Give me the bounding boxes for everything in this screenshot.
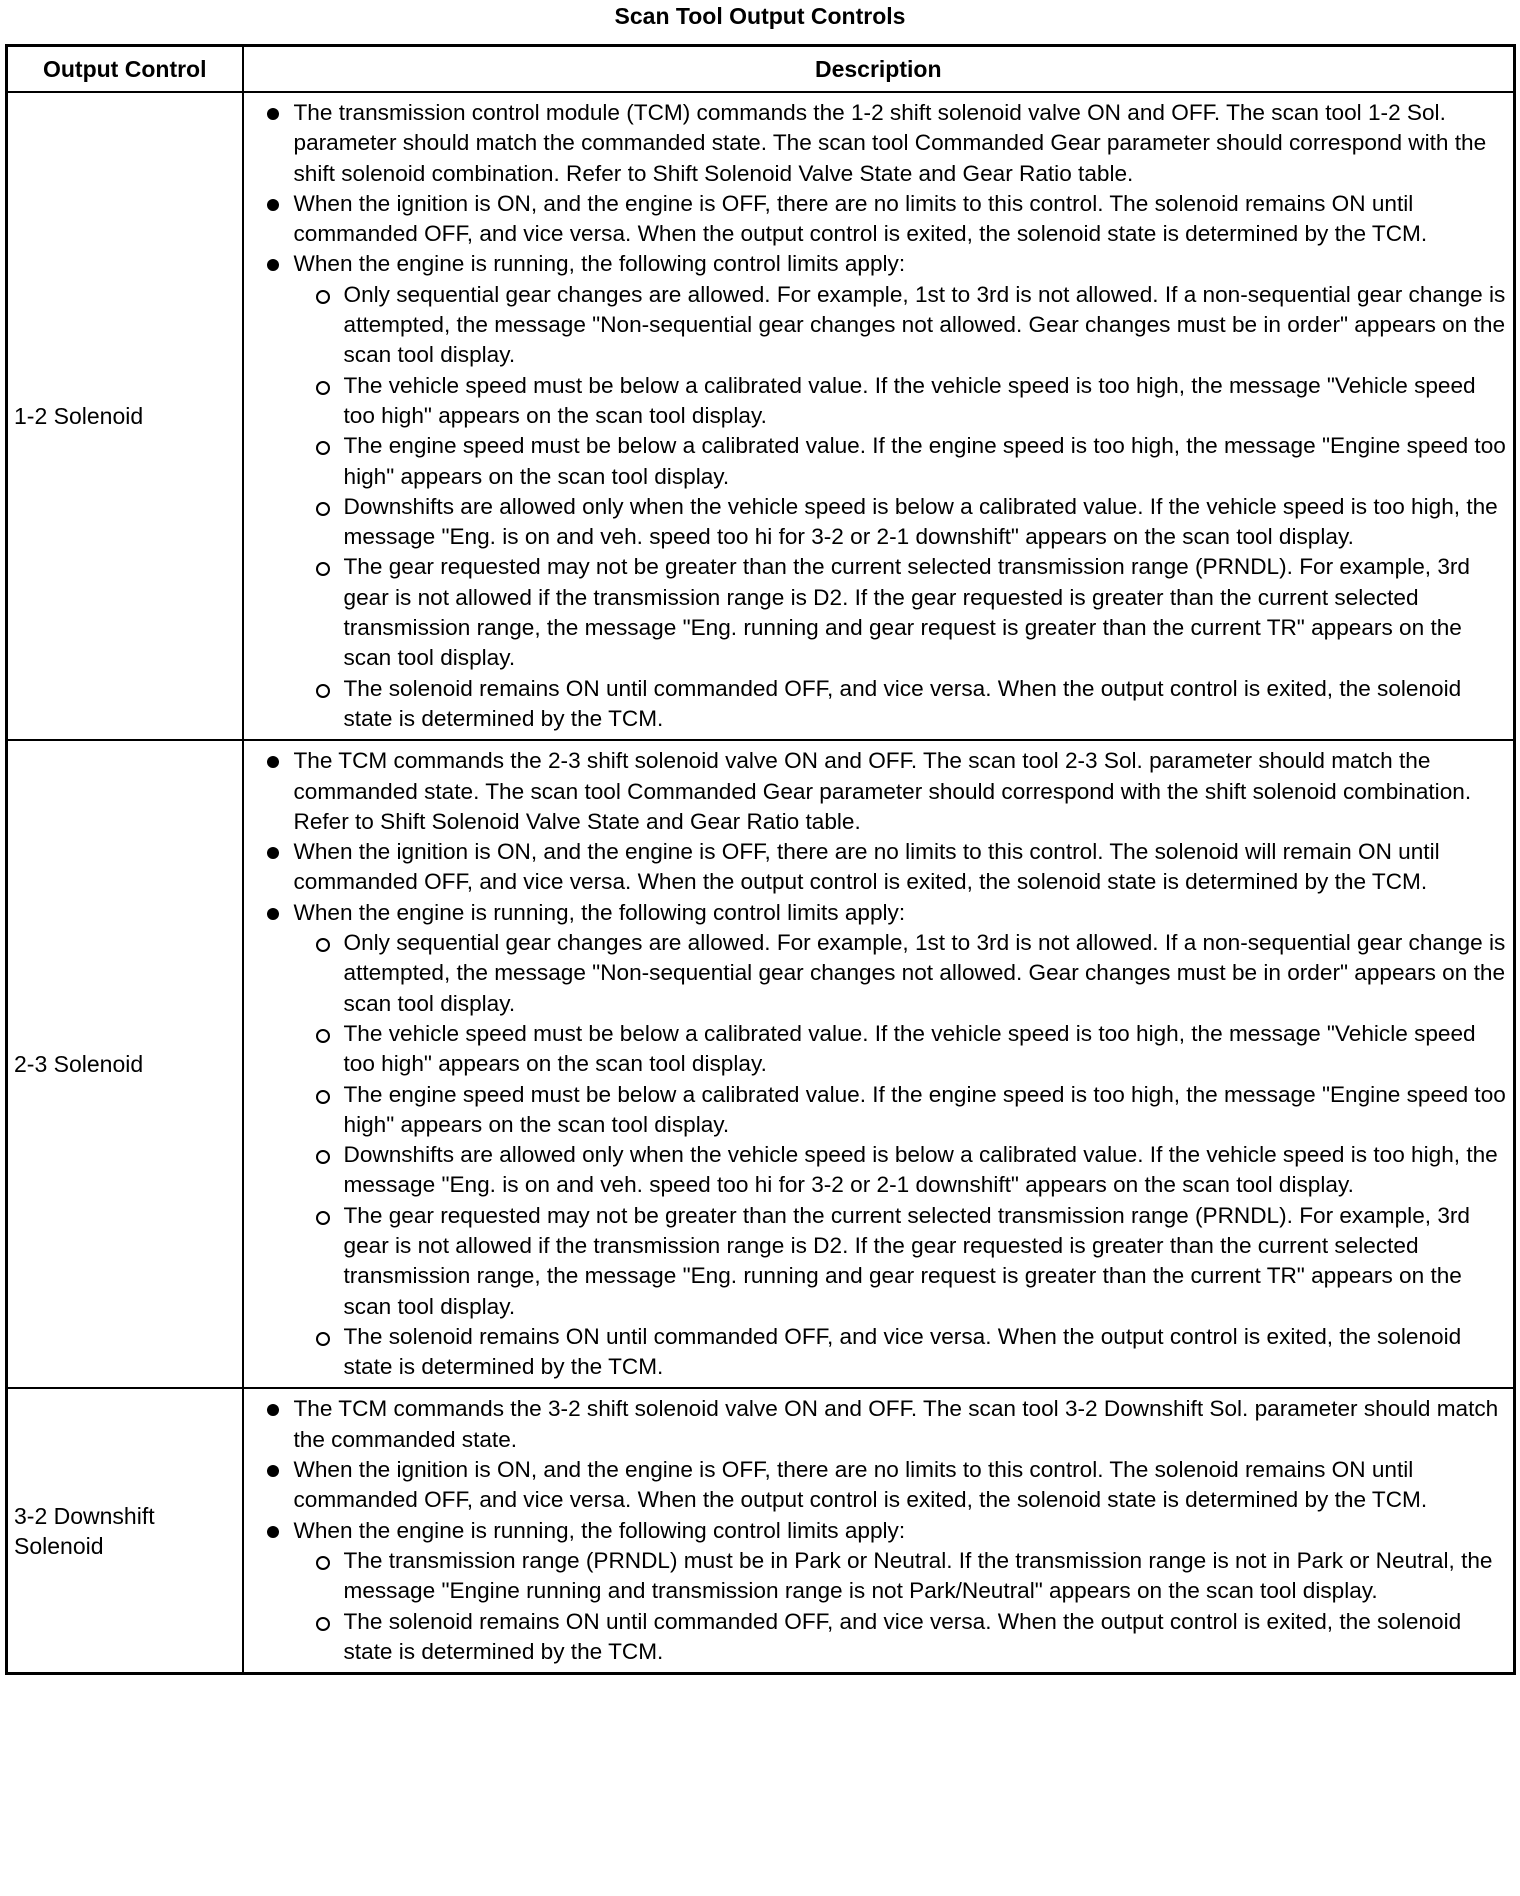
bullet-item bbox=[244, 1516, 1508, 1667]
sub-bullet-item bbox=[294, 280, 1508, 371]
bullet-text: The TCM commands the 3-2 shift solenoid valve ON and OFF. The scan tool 3-2 Downshift Sol. parameter should match the commanded state. bbox=[293, 1396, 1499, 1452]
filled-bullet-icon bbox=[267, 1404, 279, 1416]
sub-bullet-item bbox=[294, 1080, 1508, 1141]
bullet-item bbox=[244, 189, 1508, 250]
hollow-bullet-icon bbox=[316, 290, 330, 304]
sub-bullet-list bbox=[294, 280, 1508, 734]
bullet-list bbox=[244, 98, 1508, 734]
sub-bullet-item bbox=[294, 1607, 1508, 1668]
filled-bullet-icon bbox=[267, 847, 279, 859]
bullet-item bbox=[244, 1455, 1508, 1516]
bullet-text: When the ignition is ON, and the engine is OFF, there are no limits to this control. The solenoid remains ON until commanded OFF, and vice versa. When the output control is exited, the solenoid state is determined by the TCM. bbox=[293, 190, 1428, 247]
sub-bullet-text: The gear requested may not be greater than the current selected transmission range (PRNDL). For example, 3rd gear is not allowed if the transmission range is D2. If the gear requested is greater than the current selected transmission range, the message "Eng. running and gear request is greater than the current TR" appears on the scan tool display. bbox=[343, 1202, 1470, 1319]
bullet-text: When the engine is running, the following control limits apply: bbox=[293, 899, 906, 925]
filled-bullet-icon bbox=[267, 756, 279, 768]
bullet-text: The TCM commands the 2-3 shift solenoid valve ON and OFF. The scan tool 2-3 Sol. parameter should match the commanded state. The scan tool Commanded Gear parameter should correspond with the shift solenoid combination. Refer to Shift Solenoid Valve State and Gear Ratio table. bbox=[293, 748, 1472, 834]
bullet-text: When the engine is running, the following control limits apply: bbox=[293, 1517, 906, 1543]
filled-bullet-icon bbox=[267, 1526, 279, 1538]
sub-bullet-list bbox=[294, 1546, 1508, 1667]
bullet-item bbox=[244, 837, 1508, 898]
table-title: Scan Tool Output Controls bbox=[614, 3, 906, 29]
description-cell bbox=[243, 1388, 1515, 1673]
filled-bullet-icon bbox=[267, 199, 279, 211]
sub-bullet-item bbox=[294, 1322, 1508, 1383]
sub-bullet-text: Only sequential gear changes are allowed. For example, 1st to 3rd is not allowed. If a non-sequential gear change is attempted, the message "Non-sequential gear changes not allowed. Gear changes must be in order" appears on the scan tool display. bbox=[343, 281, 1506, 368]
sub-bullet-text: The vehicle speed must be below a calibrated value. If the vehicle speed is too high, the message "Vehicle speed too high" appears on the scan tool display. bbox=[343, 372, 1476, 428]
sub-bullet-item bbox=[294, 1201, 1508, 1322]
hollow-bullet-icon bbox=[316, 381, 330, 395]
output-control-cell: 1-2 Solenoid bbox=[7, 92, 243, 740]
sub-bullet-text: Downshifts are allowed only when the vehicle speed is below a calibrated value. If the vehicle speed is too high, the message "Eng. is on and veh. speed too hi for 3-2 or 2-1 downshift" appears on the scan tool display. bbox=[343, 1142, 1498, 1198]
bullet-text: When the ignition is ON, and the engine is OFF, there are no limits to this control. The solenoid remains ON until commanded OFF, and vice versa. When the output control is exited, the solenoid state is determined by the TCM. bbox=[293, 1457, 1428, 1513]
hollow-bullet-icon bbox=[316, 441, 330, 455]
bullet-item bbox=[244, 746, 1508, 837]
bullet-item bbox=[244, 1394, 1508, 1455]
hollow-bullet-icon bbox=[316, 1150, 330, 1164]
sub-bullet-item bbox=[294, 431, 1508, 492]
filled-bullet-icon bbox=[267, 108, 279, 120]
sub-bullet-item bbox=[294, 371, 1508, 432]
hollow-bullet-icon bbox=[316, 1090, 330, 1104]
bullet-text: When the ignition is ON, and the engine is OFF, there are no limits to this control. The solenoid will remain ON until commanded OFF, and vice versa. When the output control is exited, the solenoid state is determined by the TCM. bbox=[293, 839, 1440, 895]
table-row bbox=[7, 92, 1515, 740]
hollow-bullet-icon bbox=[316, 502, 330, 516]
output-controls-table bbox=[5, 44, 1516, 1675]
filled-bullet-icon bbox=[267, 259, 279, 271]
filled-bullet-icon bbox=[267, 1465, 279, 1477]
hollow-bullet-icon bbox=[316, 562, 330, 576]
sub-bullet-text: The vehicle speed must be below a calibrated value. If the vehicle speed is too high, the message "Vehicle speed too high" appears on the scan tool display. bbox=[343, 1020, 1476, 1077]
hollow-bullet-icon bbox=[316, 1211, 330, 1225]
sub-bullet-text: Only sequential gear changes are allowed. For example, 1st to 3rd is not allowed. If a non-sequential gear change is attempted, the message "Non-sequential gear changes not allowed. Gear changes must be in order" appears on the scan tool display. bbox=[343, 930, 1506, 1016]
bullet-text: The transmission control module (TCM) commands the 1-2 shift solenoid valve ON and OFF. The scan tool 1-2 Sol. parameter should match the commanded state. The scan tool Commanded Gear parameter should correspond with the shift solenoid combination. Refer to Shift Solenoid Valve State and Gear Ratio table. bbox=[293, 100, 1487, 186]
sub-bullet-text: The solenoid remains ON until commanded OFF, and vice versa. When the output control is exited, the solenoid state is determined by the TCM. bbox=[343, 675, 1462, 731]
bullet-item bbox=[244, 249, 1508, 734]
bullet-item bbox=[244, 98, 1508, 189]
bullet-item bbox=[244, 898, 1508, 1383]
sub-bullet-item bbox=[294, 1546, 1508, 1607]
sub-bullet-item bbox=[294, 492, 1508, 553]
header-output-control: Output Control bbox=[7, 46, 243, 93]
sub-bullet-item bbox=[294, 552, 1508, 673]
output-control-cell: 3-2 Downshift Solenoid bbox=[7, 1388, 243, 1673]
sub-bullet-item bbox=[294, 1140, 1508, 1201]
table-body bbox=[7, 92, 1515, 1674]
sub-bullet-text: The transmission range (PRNDL) must be in Park or Neutral. If the transmission range is not in Park or Neutral, the message "Engine running and transmission range is not Park/Neutral" appears on the scan tool display. bbox=[343, 1547, 1493, 1604]
bullet-list bbox=[244, 1394, 1508, 1667]
sub-bullet-text: Downshifts are allowed only when the vehicle speed is below a calibrated value. If the vehicle speed is too high, the message "Eng. is on and veh. speed too hi for 3-2 or 2-1 downshift" appears on the scan tool display. bbox=[343, 493, 1498, 550]
table-header-row bbox=[7, 46, 1515, 93]
description-cell bbox=[243, 92, 1515, 740]
table-row bbox=[7, 740, 1515, 1388]
sub-bullet-text: The gear requested may not be greater than the current selected transmission range (PRNDL). For example, 3rd gear is not allowed if the transmission range is D2. If the gear requested is greater than the current selected transmission range, the message "Eng. running and gear request is greater than the current TR" appears on the scan tool display. bbox=[343, 554, 1470, 671]
bullet-list bbox=[244, 746, 1508, 1382]
sub-bullet-item bbox=[294, 674, 1508, 735]
table-row bbox=[7, 1388, 1515, 1673]
sub-bullet-text: The solenoid remains ON until commanded OFF, and vice versa. When the output control is exited, the solenoid state is determined by the TCM. bbox=[343, 1323, 1462, 1380]
header-description: Description bbox=[243, 46, 1515, 93]
hollow-bullet-icon bbox=[316, 1556, 330, 1570]
bullet-text: When the engine is running, the following control limits apply: bbox=[293, 251, 906, 277]
sub-bullet-text: The solenoid remains ON until commanded OFF, and vice versa. When the output control is exited, the solenoid state is determined by the TCM. bbox=[343, 1608, 1462, 1664]
hollow-bullet-icon bbox=[316, 1029, 330, 1043]
hollow-bullet-icon bbox=[316, 1617, 330, 1631]
sub-bullet-item bbox=[294, 1019, 1508, 1080]
filled-bullet-icon bbox=[267, 908, 279, 920]
hollow-bullet-icon bbox=[316, 684, 330, 698]
sub-bullet-list bbox=[294, 928, 1508, 1382]
hollow-bullet-icon bbox=[316, 938, 330, 952]
description-cell bbox=[243, 740, 1515, 1388]
sub-bullet-text: The engine speed must be below a calibrated value. If the engine speed is too high, the message "Engine speed too high" appears on the scan tool display. bbox=[343, 433, 1506, 489]
sub-bullet-item bbox=[294, 928, 1508, 1019]
sub-bullet-text: The engine speed must be below a calibrated value. If the engine speed is too high, the message "Engine speed too high" appears on the scan tool display. bbox=[343, 1081, 1506, 1137]
hollow-bullet-icon bbox=[316, 1332, 330, 1346]
output-control-cell: 2-3 Solenoid bbox=[7, 740, 243, 1388]
